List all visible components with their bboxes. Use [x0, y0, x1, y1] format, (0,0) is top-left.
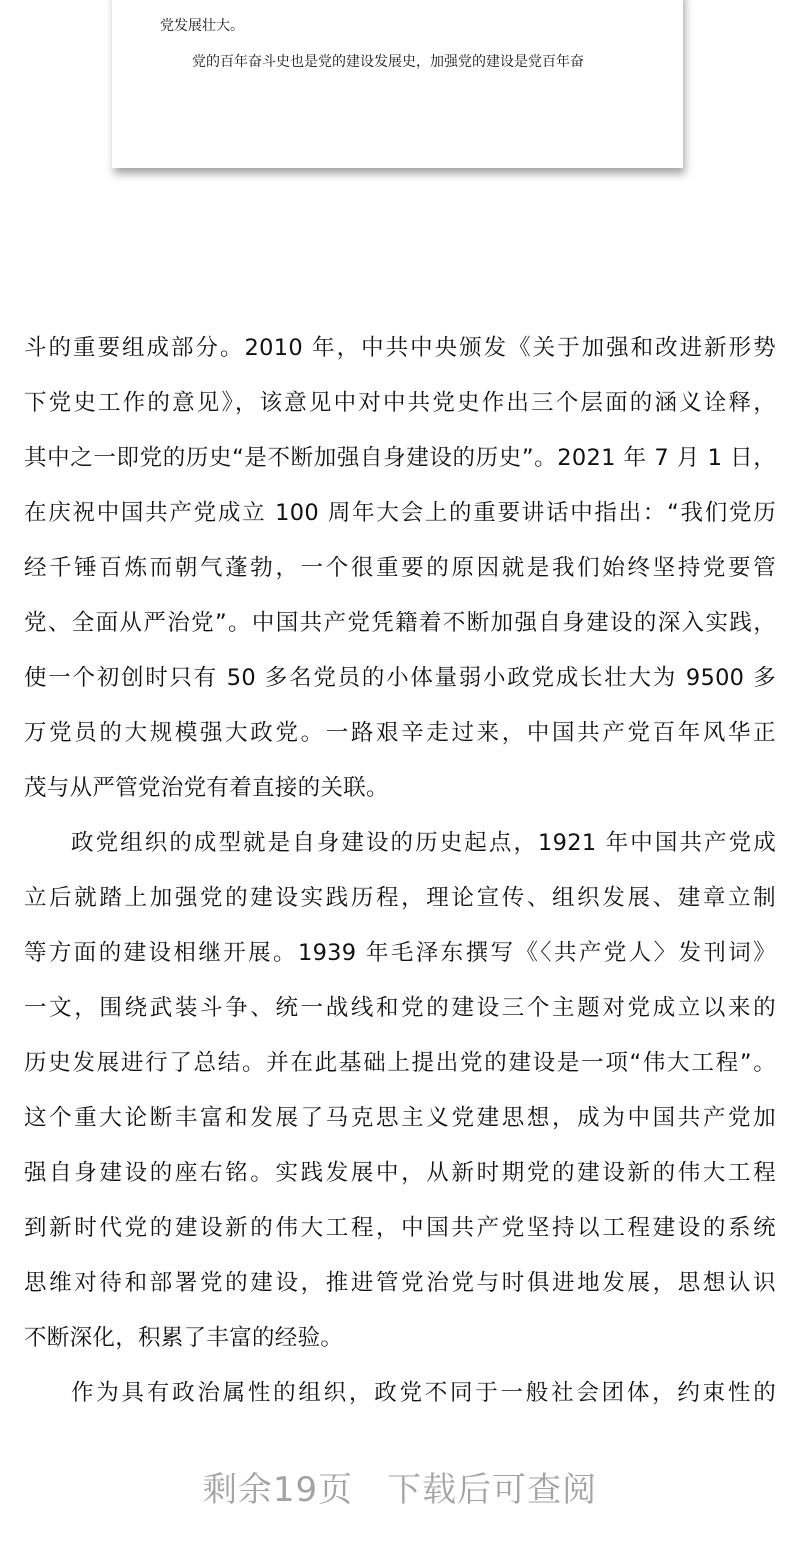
body-line: 作为具有政治属性的组织，政党不同于一般社会团体，约束性的 — [71, 1380, 776, 1406]
body-line: 不断深化，积累了丰富的经验。 — [24, 1325, 344, 1351]
body-line: 茂与从严管党治党有着直接的关联。 — [24, 775, 389, 801]
download-to-view-text[interactable]: 下载后可查阅 — [387, 1470, 598, 1510]
body-line: 历史发展进行了总结。并在此基础上提出党的建设是一项“伟大工程”。 — [24, 1050, 776, 1076]
body-line: 一文，围绕武装斗争、统一战线和党的建设三个主题对党成立以来的 — [24, 995, 776, 1021]
body-line: 下党史工作的意见》，该意见中对中共党史作出三个层面的涵义诠释， — [24, 390, 776, 416]
download-prompt[interactable] — [0, 1462, 800, 1511]
body-line: 党、全面从严治党”。中国共产党凭籍着不断加强自身建设的深入实践， — [24, 610, 776, 636]
preview-text-line: 党发展壮大。 — [160, 18, 244, 34]
body-line: 到新时代党的建设新的伟大工程，中国共产党坚持以工程建设的系统 — [24, 1215, 776, 1241]
preview-text-line: 党的百年奋斗史也是党的建设发展史，加强党的建设是党百年奋 — [192, 54, 584, 70]
body-line: 政党组织的成型就是自身建设的历史起点，1921 年中国共产党成 — [71, 830, 776, 856]
body-line: 使一个初创时只有 50 多名党员的小体量弱小政党成长壮大为 9500 多 — [24, 665, 776, 691]
body-line: 斗的重要组成部分。2010 年，中共中央颁发《关于加强和改进新形势 — [24, 335, 776, 361]
body-line: 经千锤百炼而朝气蓬勃，一个很重要的原因就是我们始终坚持党要管 — [24, 555, 776, 581]
body-line: 思维对待和部署党的建设，推进管党治党与时俱进地发展，思想认识 — [24, 1270, 776, 1296]
body-line: 等方面的建设相继开展。1939 年毛泽东撰写《〈共产党人〉发刊词》 — [24, 940, 776, 966]
body-line: 这个重大论断丰富和发展了马克思主义党建思想，成为中国共产党加 — [24, 1105, 776, 1131]
page-preview-card — [112, 0, 683, 168]
body-line: 其中之一即党的历史“是不断加强自身建设的历史”。2021 年 7 月 1 日， — [24, 445, 776, 471]
body-line: 万党员的大规模强大政党。一路艰辛走过来，中国共产党百年风华正 — [24, 720, 776, 746]
body-line: 强自身建设的座右铭。实践发展中，从新时期党的建设新的伟大工程 — [24, 1160, 776, 1186]
document-body — [24, 331, 776, 1431]
remaining-pages-text: 剩余19页 — [202, 1470, 354, 1510]
body-line: 在庆祝中国共产党成立 100 周年大会上的重要讲话中指出：“我们党历 — [24, 500, 776, 526]
body-line: 立后就踏上加强党的建设实践历程，理论宣传、组织发展、建章立制 — [24, 885, 776, 911]
